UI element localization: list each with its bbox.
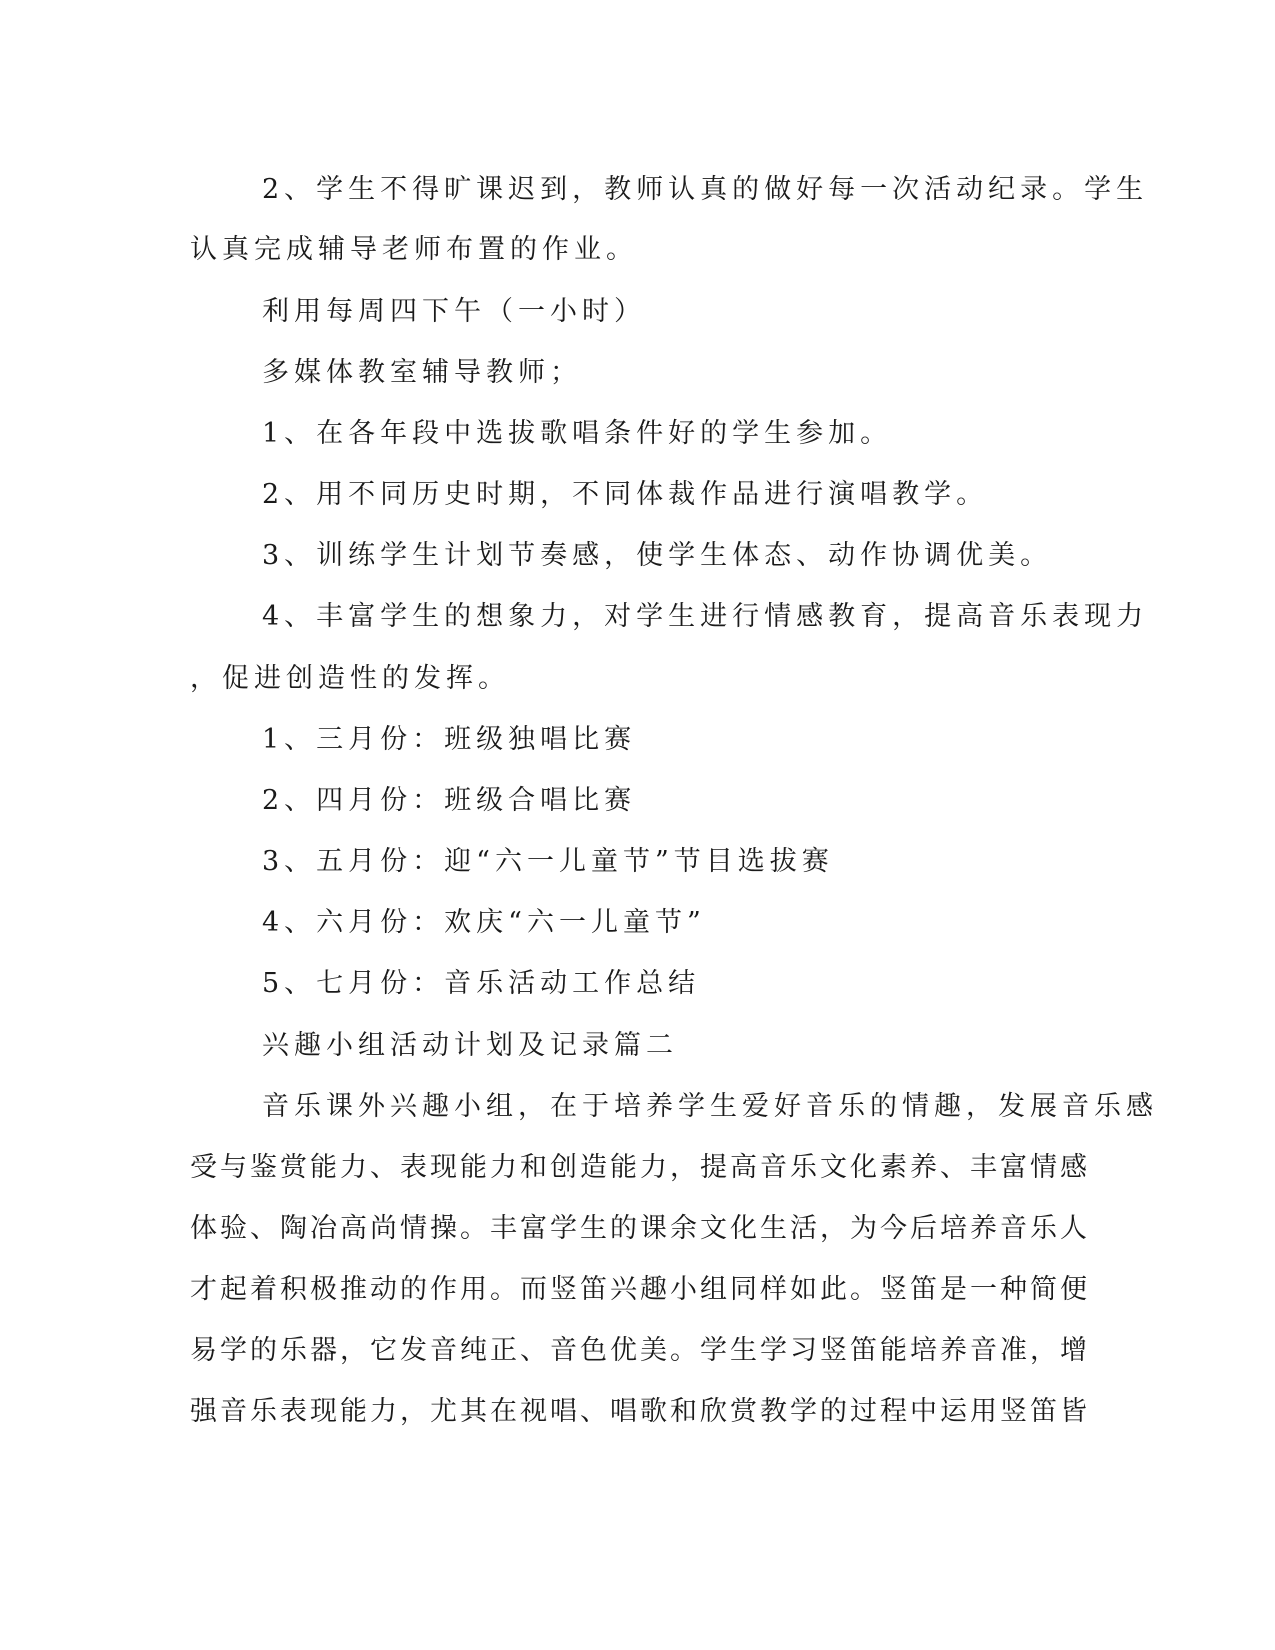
list-item: 4、丰富学生的想象力，对学生进行情感教育，提高音乐表现力: [262, 601, 1149, 632]
paragraph-line: 受与鉴赏能力、表现能力和创造能力，提高音乐文化素养、丰富情感: [190, 1152, 1090, 1183]
paragraph-line: 2、学生不得旷课迟到，教师认真的做好每一次活动纪录。学生: [262, 174, 1149, 205]
list-item: 1、在各年段中选拔歌唱条件好的学生参加。: [262, 418, 893, 449]
paragraph-line: 体验、陶冶高尚情操。丰富学生的课余文化生活，为今后培养音乐人: [190, 1213, 1090, 1244]
paragraph-line: 才起着积极推动的作用。而竖笛兴趣小组同样如此。竖笛是一种简便: [190, 1274, 1090, 1305]
list-item: 1、三月份：班级独唱比赛: [262, 724, 637, 755]
list-item: 3、训练学生计划节奏感，使学生体态、动作协调优美。: [262, 540, 1053, 571]
paragraph-line: 认真完成辅导老师布置的作业。: [190, 234, 638, 265]
list-item: 4、六月份：欢庆“六一儿童节”: [262, 907, 706, 938]
list-item: 3、五月份：迎“六一儿童节”节目选拔赛: [262, 846, 834, 877]
section-heading: 兴趣小组活动计划及记录篇二: [262, 1030, 678, 1061]
list-item: 2、用不同历史时期，不同体裁作品进行演唱教学。: [262, 479, 989, 510]
paragraph-line: 利用每周四下午（一小时）: [262, 296, 646, 327]
paragraph-line: 易学的乐器，它发音纯正、音色优美。学生学习竖笛能培养音准，增: [190, 1335, 1090, 1366]
list-item: 5、七月份：音乐活动工作总结: [262, 968, 701, 999]
paragraph-line: 强音乐表现能力，尤其在视唱、唱歌和欣赏教学的过程中运用竖笛皆: [190, 1396, 1090, 1427]
paragraph-line: ，促进创造性的发挥。: [190, 663, 510, 694]
paragraph-line: 音乐课外兴趣小组，在于培养学生爱好音乐的情趣，发展音乐感: [262, 1091, 1158, 1122]
paragraph-line: 多媒体教室辅导教师；: [262, 357, 582, 388]
list-item: 2、四月份：班级合唱比赛: [262, 785, 637, 816]
